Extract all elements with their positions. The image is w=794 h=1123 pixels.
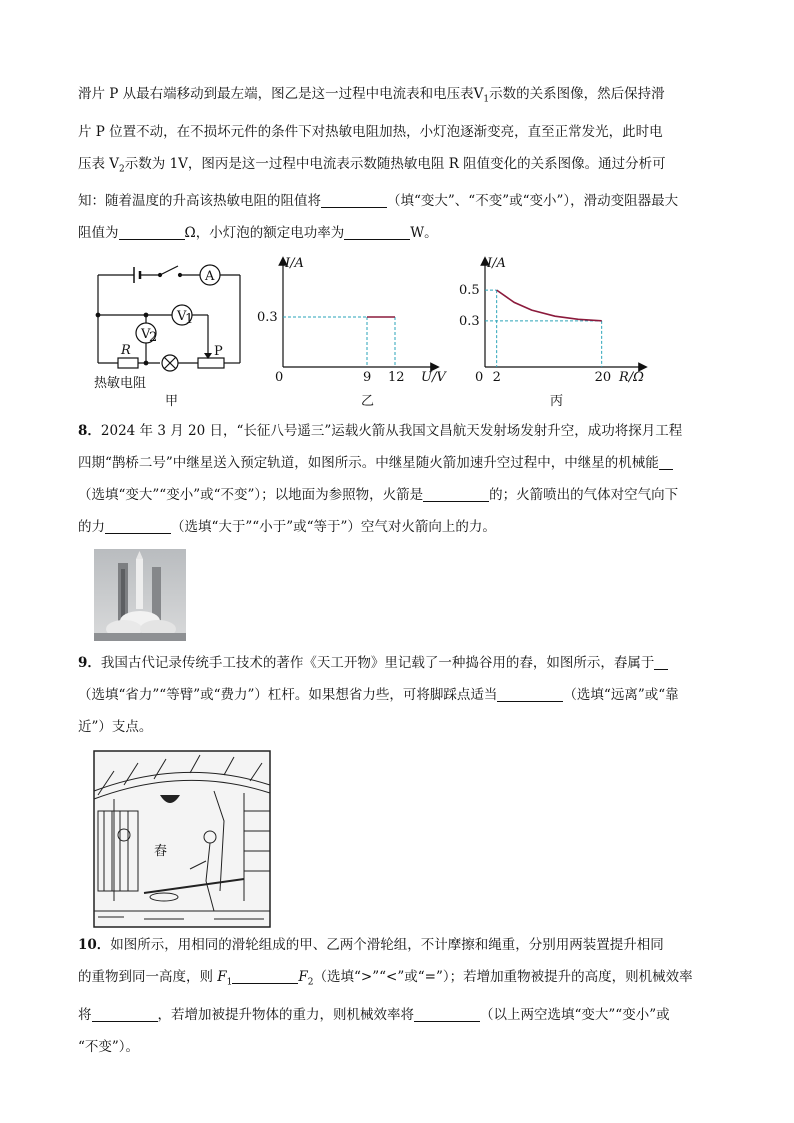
- resistor-label: R: [121, 343, 131, 359]
- figure-caption-bing: 丙: [550, 394, 564, 410]
- svg-text:2: 2: [149, 330, 158, 346]
- x-tick-label: 12: [388, 370, 405, 386]
- x-tick-label: 2: [492, 370, 501, 386]
- x-tick-label: 20: [594, 370, 612, 386]
- x-axis-label: R/Ω: [619, 370, 644, 386]
- rocket-photo-wrap: [78, 543, 718, 647]
- question-10: 10．如图所示，用相同的滑轮组成的甲、乙两个滑轮组，不计摩擦和绳重，分别用两装置提升相同 的重物到同一高度，则 $F_1$ $F_2$（选填“>”“<”或“=”）；若增加重物被提升的高度，则机械效率 将 ，若增加被提升物体的重力，则机械效率将 （以上两空选填“变大”“变小”或 “不变”）。: [78, 937, 693, 1056]
- svg-text:1: 1: [185, 312, 194, 328]
- woodcut-label: 舂: [154, 844, 168, 860]
- circuit-diagram: [88, 255, 253, 410]
- answer-blank[interactable]: [119, 225, 185, 240]
- question-9: 9．我国古代记录传统手工技术的著作《天工开物》里记载了一种捣谷用的舂，如图所示，舂属于 （选填“省力”“等臂”或“费力”）杠杆。如果想省力些，可将脚踩点适当 （选填“远离”或“靠 近”）支点。: [78, 655, 679, 736]
- graph-bing: [453, 255, 653, 410]
- woodcut-wrap: [78, 743, 718, 929]
- y-axis-label: I/A: [487, 256, 506, 272]
- graph-yi: [253, 255, 446, 410]
- rocket-launch-photo: [94, 549, 186, 641]
- thermistor-label: 热敏电阻: [94, 376, 147, 392]
- origin-label: 0: [275, 370, 284, 386]
- figure-caption-jia: 甲: [165, 394, 179, 410]
- answer-blank[interactable]: [654, 655, 668, 670]
- answer-blank[interactable]: [105, 519, 171, 534]
- slider-label: P: [214, 344, 223, 360]
- y-tick-label: 0.3: [459, 314, 480, 330]
- answer-blank[interactable]: [659, 455, 673, 470]
- answer-blank[interactable]: [92, 1007, 158, 1022]
- q7-text: 滑片 P 从最右端移动到最左端，图乙是这一过程中电流表和电压表$V_1$示数的关系图像，然后保持滑 片 P 位置不动，在不损坏元件的条件下对热敏电阻加热，小灯泡逐渐变亮，直至正常发光，此时电 压表 $V_2$示数为 1V，图丙是这一过程中电流表示数随热敏电阻 R 阻值变化的关系图像。通过分析可 知：随着温度的升高该热敏电阻的阻值将 （填“变大”、“不变”或“变小”），滑动变阻器最大 阻值为 Ω，小灯泡的额定电功率为 W。: [78, 86, 679, 242]
- woodcut-illustration: [94, 751, 270, 927]
- x-axis-label: U/V: [421, 370, 446, 386]
- answer-blank[interactable]: [344, 225, 410, 240]
- answer-blank[interactable]: [423, 487, 489, 502]
- ammeter-label: A: [205, 269, 215, 285]
- series-line: [497, 290, 602, 321]
- answer-blank[interactable]: [321, 193, 387, 208]
- question-8: 8．2024 年 3 月 20 日，“长征八号遥三”运载火箭从我国文昌航天发射场发射升空，成功将探月工程 四期“鹊桥二号”中继星送入预定轨道，如图所示。中继星随火箭加速升空过程中，中继星的机械能 （选填“变大”“变小”或“不变”）；以地面为参照物，火箭是 的；火箭喷出的气体对空气向下 的力 （选填“大于”“小于”或“等于”）空气对火箭向上的力。: [78, 423, 683, 536]
- voltmeter2-label: V: [141, 327, 151, 343]
- x-tick-label: 9: [363, 370, 372, 386]
- y-tick-label: 0.3: [257, 310, 278, 326]
- answer-blank[interactable]: [497, 687, 563, 702]
- answer-blank[interactable]: [414, 1007, 480, 1022]
- y-tick-label: 0.5: [459, 283, 480, 299]
- origin-label: 0: [475, 370, 484, 386]
- answer-blank[interactable]: [232, 969, 298, 984]
- y-axis-label: I/A: [285, 256, 304, 272]
- figure-row: [78, 255, 718, 415]
- voltmeter1-label: V: [177, 309, 187, 325]
- page-content: [78, 78, 718, 1063]
- figure-caption-yi: 乙: [361, 394, 375, 410]
